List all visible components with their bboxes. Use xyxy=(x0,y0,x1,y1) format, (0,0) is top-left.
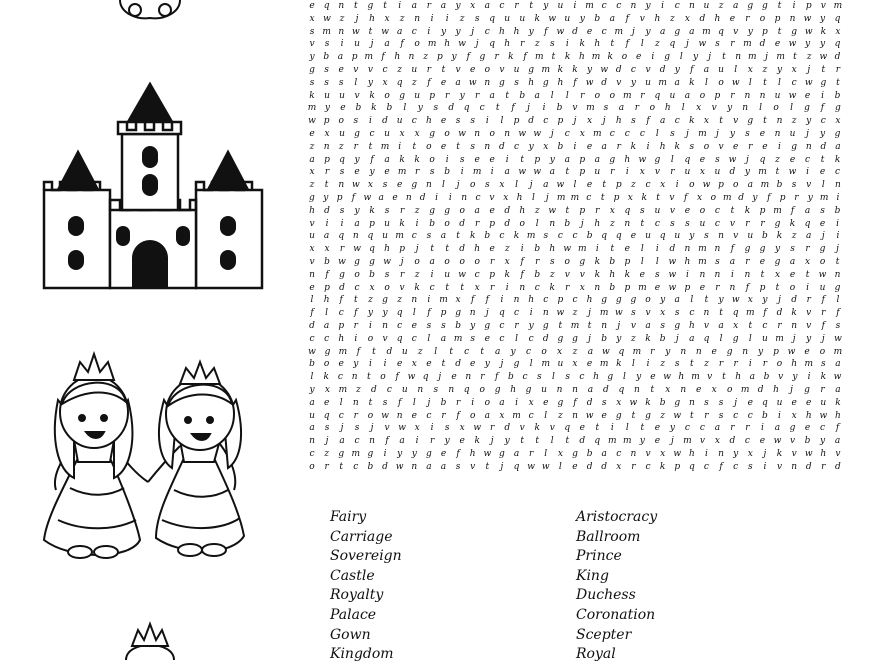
princess-right-icon xyxy=(148,362,244,556)
word-list-item: Duchess xyxy=(576,587,636,604)
grid-row: x w z j h x z n i i z s q u u k w u y b a f v h z x d h e r o p n w y q xyxy=(309,13,841,24)
grid-row: g s e v v c z u r t v e o v u g m k k y w d c v d y f a u l x z y x j t r xyxy=(309,64,841,75)
grid-row: e q n t g t i a r a y x a c r t y u i m c c n y i c n u z a g g t i p v m xyxy=(309,1,843,11)
grid-row: x r s e y e m r s b i m i a w w a t p u r i x v r u x u d y m t w i e c xyxy=(309,167,841,178)
grid-row: v b w g g w j o a o o o r x f r s o g k b p l l w h m s a r e g a x o t xyxy=(309,256,840,267)
word-list-item: Palace xyxy=(330,606,377,623)
word-list-item: King xyxy=(576,567,609,584)
grid-row: v i i a p u k i b o d r p d o l n b j h z n t c s s u c v r r g k q e i xyxy=(309,218,839,229)
grid-row: l k c n t o f w q j e n r f b c s l s c h g l y e w h m v t h a b v y i k w xyxy=(310,372,842,383)
word-list-item: Coronation xyxy=(576,606,656,623)
grid-row: z t n w x s e g n l j o s x l j a w l e t p z c x i o w p o a m b s v l n xyxy=(309,180,841,191)
grid-row: l h f t z g z n i m x f f i n h c p c h g g g o y a l t y w x y j d r f l xyxy=(310,295,840,306)
grid-row: w p o s i d u c h e s s i l p d c p j x j h s f a c k x t v g t n z y c x xyxy=(308,116,841,127)
grid-row: k u u v k o g u p r y r a t b a l l r o o m r q u a o p r n n u w e i b xyxy=(309,90,841,101)
grid-row: u q c r o w n e c r f o a x m c l z n w e g t g z w t r s c c b i x h w h xyxy=(309,410,841,421)
word-list-item: Aristocracy xyxy=(576,509,658,525)
grid-row: y x m z d c u n s n q o g h g u n n a d q n t x n e x o m d h j g r a xyxy=(309,384,841,395)
grid-row: y b a p m f h n z p y f g r k f m t k h m k o e i g l y j t n m j m t z w d xyxy=(309,52,841,63)
grid-row: a s j s j v w x i s x w r d v k v q e t i l t e y c c a r r i a g e c f xyxy=(309,423,840,434)
word-list-item: Sovereign xyxy=(330,548,402,565)
grid-row: z n z r t m i t o e t s n d c y x b i e a r k i h k s o v e r e i g n d a xyxy=(309,141,841,152)
word-list-column-1 xyxy=(330,508,402,665)
word-list-item: Kingdom xyxy=(330,646,394,663)
word-list-item: Carriage xyxy=(330,528,393,545)
grid-row: n j a c n f a i r y e k j y t t l t d q m m y e j m v x d c e w v b y a xyxy=(309,436,841,447)
grid-row: x x r w q h p j t t d h e z i b h w m i t e l i d n m n f g g y s r g j xyxy=(309,244,839,255)
grid-row: s m n w t w a c i y y j c h h y f w d e c m j y a g a m q v y p t g w k x xyxy=(309,26,841,37)
grid-row: u a q n q u m c s a t k b c k m s c c b q q e u q u y s n v u b k z a j i xyxy=(309,231,840,242)
castle-icon xyxy=(44,84,262,288)
grid-row: e x u g c u x x g o w n o n w w j c x m c c c l s j m j y s e n u j y g xyxy=(309,128,841,139)
grid-row: d a p r i n c e s s b y g c r y g t m t n j v a s g h v a x t c r n v f s xyxy=(309,320,841,331)
grid-row: n f g o b s r z i u w c p k f b z v v k h k e s w i n n i n t x e t w n xyxy=(309,269,841,280)
word-list-item: Prince xyxy=(576,548,622,565)
grid-row: c z g m g i y y g e f h w g a r l x g b a c n v x w h i n y x j k v w h v xyxy=(309,448,841,459)
word-list-item: Royal xyxy=(576,646,616,663)
grid-row: g y p f w a e n d i i n c v x h l j m m c t p x k t v f x o m d y f p r y m i xyxy=(309,192,840,203)
word-list-item: Gown xyxy=(330,626,371,643)
word-list-item: Ballroom xyxy=(576,528,641,545)
grid-row: o r t c b d w n a a s v t j q w w l e d d x r c k p q c f c s i v n d r d xyxy=(309,461,841,472)
word-list-item: Royalty xyxy=(330,587,384,604)
grid-row: v s i u j a f o m h w j q h r z s i k h t f l z q j w s r m d e w y y q xyxy=(309,39,841,50)
grid-row: e p d c x o v k c t t x r i n c k r x n b p m e w p e r n f p t o i u g xyxy=(309,282,841,293)
grid-row: h d s y k s r z g g o a e d h z w t p r x q s u v e o c t k p m f a s b xyxy=(309,205,841,216)
grid-row: c c h i o v q c l a m s e c l c d g g j b y z k b j a q l g l u m j y j w xyxy=(309,333,842,344)
bottom-crown-icon xyxy=(126,624,174,660)
grid-row: s s s l y x q z f e a w n g s h g h f w d v y u m a k l o w l t l c w g t xyxy=(309,77,840,88)
grid-row: m y e b k b l y s d q c t f j i b v m s a r o h l x v y n l o l g f g xyxy=(307,103,841,114)
grid-row: a p q y f a k k o i s e e i t p y a p a g h w g l q e s w j q z e c t k xyxy=(309,154,841,165)
word-list-column-2 xyxy=(576,508,657,665)
word-search-grid xyxy=(305,0,845,472)
word-list-item: Castle xyxy=(330,567,375,584)
top-ornament-icon xyxy=(120,0,180,18)
word-list-item: Scepter xyxy=(576,626,632,643)
grid-row: a e l n t s f l j b r i o a i x e g f d s x w k b g n s s j e q u e e u k xyxy=(309,397,841,408)
illustration-panel xyxy=(0,0,300,660)
word-list-item: Fairy xyxy=(330,509,367,525)
grid-row: w g m f t d u z l t c t a y c o x z a w q m r y n n e g n y p w e o m xyxy=(308,346,843,357)
princess-left-icon xyxy=(44,354,148,558)
grid-row: f l c f y y q l f p g n j q c i n w z j m w s v x s c n t q m f d k v r f xyxy=(310,308,840,319)
grid-row: b o e y i i e x e t d e y j g l m u x e m k l i z s t z r r i r o h m s a xyxy=(309,359,841,370)
